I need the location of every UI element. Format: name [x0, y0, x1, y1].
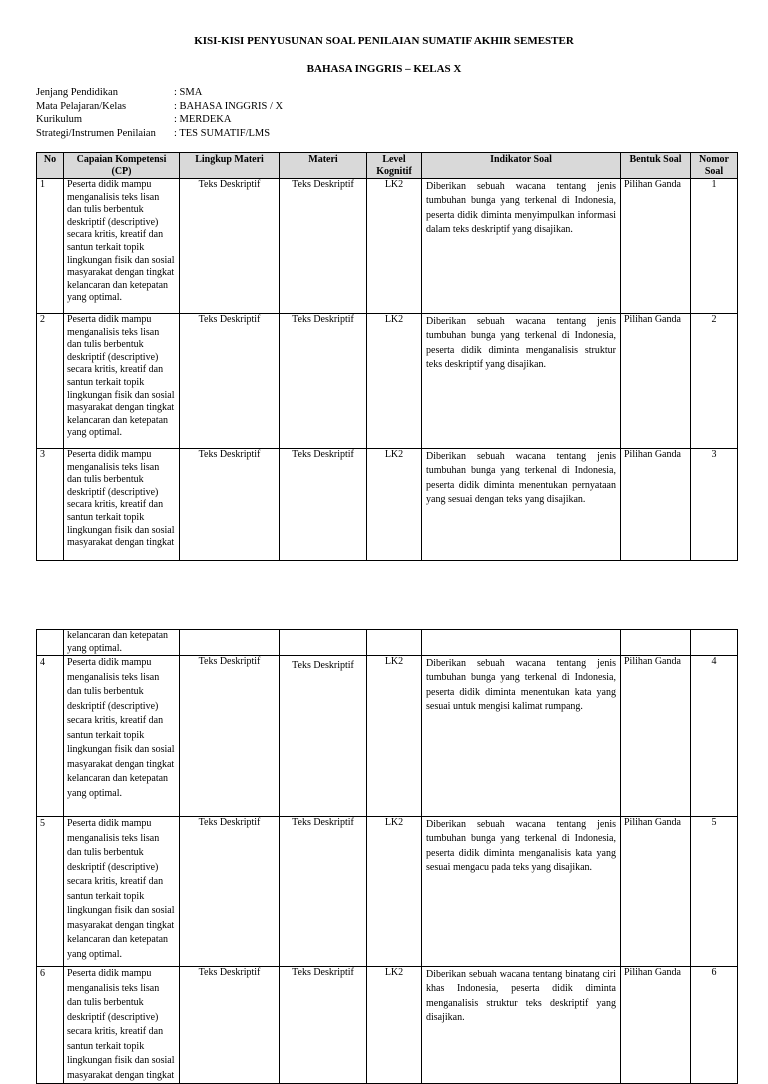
cell-bentuk: Pilihan Ganda — [621, 314, 691, 449]
cell-indikator: Diberikan sebuah wacana tentang jenis tumbuhan bunga yang terkenal di Indonesia, peserta didik diminta menentukan pernyataan yang sesuai dengan teks yang disajikan. — [422, 449, 621, 561]
info-label: Jenjang Pendidikan — [36, 87, 118, 98]
cell-cp: Peserta didik mampu menganalisis teks lisan dan tulis berbentuk deskriptif (descriptive) secara kritis, kreatif dan santun terkait topik lingkungan fisik dan sosial masyarakat dengan tingkat kelancaran dan ketepatan yang optimal. — [64, 179, 180, 314]
cell-cp-continued: kelancaran dan ketepatan yang optimal. — [64, 630, 180, 656]
cell-level: LK2 — [367, 817, 422, 967]
cell-no: 4 — [37, 656, 64, 817]
cell-bentuk: Pilihan Ganda — [621, 179, 691, 314]
info-label: Mata Pelajaran/Kelas — [36, 100, 127, 112]
cell-nomor: 6 — [691, 967, 738, 1084]
cell-nomor: 4 — [691, 656, 738, 817]
cell-lingkup: Teks Deskriptif — [180, 449, 280, 561]
cell-no: 6 — [37, 967, 64, 1084]
header-bentuk: Bentuk Soal — [621, 153, 691, 179]
table-row — [37, 314, 738, 449]
cell-materi: Teks Deskriptif — [280, 179, 367, 314]
info-row — [36, 86, 283, 100]
cell-materi: Teks Deskriptif — [280, 967, 367, 1084]
header-nomor: Nomor Soal — [691, 153, 738, 179]
cell-materi: Teks Deskriptif — [280, 656, 367, 817]
info-value: : TES SUMATIF/LMS — [174, 127, 271, 139]
info-label: Strategi/Instrumen Penilaian — [36, 127, 156, 139]
info-block — [36, 86, 283, 140]
info-label: Kurikulum — [36, 114, 83, 125]
cell-level: LK2 — [367, 314, 422, 449]
info-value: : BAHASA INGGRIS / X — [174, 100, 284, 112]
cell-cp: Peserta didik mampu menganalisis teks lisan dan tulis berbentuk deskriptif (descriptive) secara kritis, kreatif dan santun terkait topik lingkungan fisik dan sosial masyarakat dengan tingkat kelancaran dan ketepatan yang optimal. — [64, 656, 180, 817]
cell-cp: Peserta didik mampu menganalisis teks lisan dan tulis berbentuk deskriptif (descriptive) secara kritis, kreatif dan santun terkait topik lingkungan fisik dan sosial masyarakat dengan tingkat kelancaran dan ketepatan yang optimal. — [64, 817, 180, 967]
header-level: Level Kognitif — [367, 153, 422, 179]
table-row — [37, 449, 738, 561]
header-cp: Capaian Kompetensi (CP) — [64, 153, 180, 179]
cell-no: 5 — [37, 817, 64, 967]
info-row — [36, 127, 283, 141]
cell-no: 2 — [37, 314, 64, 449]
cell-indikator: Diberikan sebuah wacana tentang jenis tumbuhan bunga yang terkenal di Indonesia, peserta didik diminta menganalisis kata yang sesuai mengacu pada teks yang disajikan. — [422, 817, 621, 967]
cell-nomor: 5 — [691, 817, 738, 967]
cell-lingkup: Teks Deskriptif — [180, 314, 280, 449]
info-row — [36, 100, 283, 114]
cell-lingkup: Teks Deskriptif — [180, 656, 280, 817]
cell-no: 1 — [37, 179, 64, 314]
cell-cp: Peserta didik mampu menganalisis teks lisan dan tulis berbentuk deskriptif (descriptive) secara kritis, kreatif dan santun terkait topik lingkungan fisik dan sosial masyarakat dengan tingkat — [64, 449, 180, 561]
cell-indikator: Diberikan sebuah wacana tentang jenis tumbuhan bunga yang terkenal di Indonesia, peserta didik diminta menyimpulkan informasi dalam teks deskriptif yang disajikan. — [422, 179, 621, 314]
info-value: : MERDEKA — [174, 114, 232, 125]
cell-nomor: 1 — [691, 179, 738, 314]
grid-table-page-1 — [36, 152, 738, 561]
cell-cp: Peserta didik mampu menganalisis teks lisan dan tulis berbentuk deskriptif (descriptive) secara kritis, kreatif dan santun terkait topik lingkungan fisik dan sosial masyarakat dengan tingkat — [64, 967, 180, 1084]
cell-level: LK2 — [367, 179, 422, 314]
cell-bentuk: Pilihan Ganda — [621, 656, 691, 817]
cell-lingkup: Teks Deskriptif — [180, 817, 280, 967]
cell-level: LK2 — [367, 449, 422, 561]
cell-indikator: Diberikan sebuah wacana tentang jenis tumbuhan bunga yang terkenal di Indonesia, peserta didik diminta menentukan kata yang sesuai untuk mengisi kalimat rumpang. — [422, 656, 621, 817]
cell-nomor: 2 — [691, 314, 738, 449]
header-materi: Materi — [280, 153, 367, 179]
cell-lingkup: Teks Deskriptif — [180, 967, 280, 1084]
cell-bentuk: Pilihan Ganda — [621, 967, 691, 1084]
document-subtitle: BAHASA INGGRIS – KELAS X — [306, 63, 462, 75]
cell-no: 3 — [37, 449, 64, 561]
cell-bentuk: Pilihan Ganda — [621, 449, 691, 561]
cell-materi: Teks Deskriptif — [280, 817, 367, 967]
cell-indikator: Diberikan sebuah wacana tentang jenis tumbuhan bunga yang terkenal di Indonesia, peserta didik diminta menganalisis struktur teks deskriptif yang disajikan. — [422, 314, 621, 449]
cell-lingkup: Teks Deskriptif — [180, 179, 280, 314]
cell-level: LK2 — [367, 656, 422, 817]
cell-materi: Teks Deskriptif — [280, 449, 367, 561]
info-row — [36, 113, 283, 127]
header-no: No — [37, 153, 64, 179]
table-row — [37, 967, 738, 1084]
cell-bentuk: Pilihan Ganda — [621, 817, 691, 967]
grid-table-page-2 — [36, 629, 738, 1084]
cell-indikator: Diberikan sebuah wacana tentang binatang ciri khas Indonesia, peserta didik diminta menganalisis struktur teks deskriptif yang disajikan. — [422, 967, 621, 1084]
table-row — [37, 817, 738, 967]
header-indikator: Indikator Soal — [422, 153, 621, 179]
table-row — [37, 656, 738, 817]
cell-nomor: 3 — [691, 449, 738, 561]
table-header-row — [37, 153, 738, 179]
table-row-continued — [37, 630, 738, 656]
cell-materi: Teks Deskriptif — [280, 314, 367, 449]
document-title: KISI-KISI PENYUSUNAN SOAL PENILAIAN SUMATIF AKHIR SEMESTER — [194, 35, 574, 47]
cell-level: LK2 — [367, 967, 422, 1084]
table-row — [37, 179, 738, 314]
info-value: : SMA — [174, 87, 203, 98]
header-lingkup: Lingkup Materi — [180, 153, 280, 179]
cell-cp: Peserta didik mampu menganalisis teks lisan dan tulis berbentuk deskriptif (descriptive) secara kritis, kreatif dan santun terkait topik lingkungan fisik dan sosial masyarakat dengan tingkat kelancaran dan ketepatan yang optimal. — [64, 314, 180, 449]
